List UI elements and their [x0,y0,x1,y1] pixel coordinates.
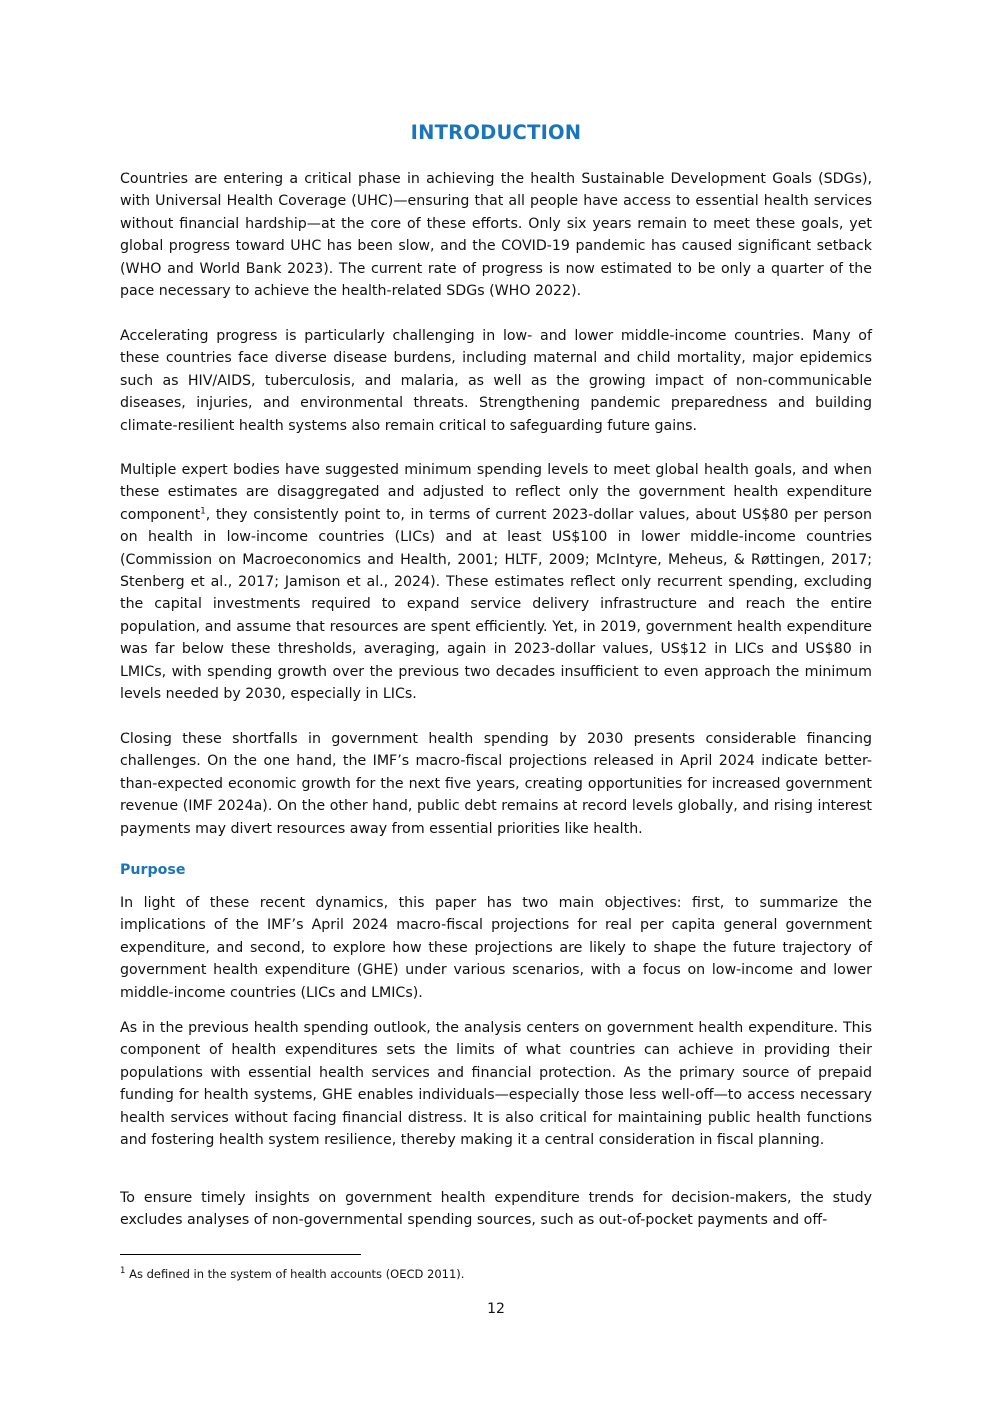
purpose-subheading: Purpose [120,862,186,878]
paragraph-objectives: In light of these recent dynamics, this paper has two main objectives: first, to summarize the implications of the IMF’s April 2024 macro-fiscal projections for real per capita general government expenditure, and second, to explore how these projections are likely to shape the future trajectory of government health expenditure (GHE) under various scenarios, with a focus on low-income and lower middle-income countries (LICs and LMICs). [120,895,872,1001]
footnote-divider [120,1254,361,1255]
paragraph-spending-thresholds [120,459,872,705]
paragraph-financing-challenges: Closing these shortfalls in government health spending by 2030 presents considerable financing challenges. On the one hand, the IMF’s macro-fiscal projections released in April 2024 indicate better-than-expected economic growth for the next five years, creating opportunities for increased government revenue (IMF 2024a). On the other hand, public debt remains at record levels globally, and rising interest payments may divert resources away from essential priorities like health. [120,731,872,837]
footnote-marker: 1 [120,1266,126,1277]
page-number: 12 [487,1301,505,1317]
footnote-text: As defined in the system of health accounts (OECD 2011). [125,1267,465,1281]
footnote-reference[interactable]: 1 [200,506,206,517]
paragraph-low-income-challenges: Accelerating progress is particularly challenging in low- and lower middle-income countries. Many of these countries face diverse disease burdens, including maternal and child mortality, major epidemics such as HIV/AIDS, tuberculosis, and malaria, as well as the growing impact of non-communicable diseases, injuries, and environmental threats. Strengthening pandemic preparedness and building climate-resilient health systems also remain critical to safeguarding future gains. [120,328,872,434]
paragraph-timely-insights: To ensure timely insights on government health expenditure trends for decision-makers, the study excludes analyses of non-governmental spending sources, such as out-of-pocket payments and off- [120,1190,872,1229]
paragraph-text: Multiple expert bodies have suggested minimum spending levels to meet global health goals, and when these estimates are disaggregated and adjusted to reflect only the government health expenditure component [120,462,872,523]
paragraph-text: , they consistently point to, in terms of current 2023-dollar values, about US$80 per person on health in low-income countries (LICs) and at least US$100 in lower middle-income countries (Commission on Macroeconomics and Health, 2001; HLTF, 2009; McIntyre, Meheus, & Røttingen, 2017; Stenberg et al., 2017; Jamison et al., 2024). These estimates reflect only recurrent spending, excluding the capital investments required to expand service delivery infrastructure and reach the entire population, and assume that resources are spent efficiently. Yet, in 2019, government health expenditure was far below these thresholds, averaging, again in 2023-dollar values, US$12 in LICs and US$80 in LMICs, with spending growth over the previous two decades insufficient to even approach the minimum levels needed by 2030, especially in LICs. [120,506,872,703]
footnote [120,1266,464,1282]
section-heading: INTRODUCTION [410,121,582,144]
paragraph-ghe-focus: As in the previous health spending outlook, the analysis centers on government health expenditure. This component of health expenditures sets the limits of what countries can achieve in providing their populations with essential health services and financial protection. As the primary source of prepaid funding for health systems, GHE enables individuals—especially those less well-off—to access necessary health services without facing financial distress. It is also critical for maintaining public health functions and fostering health system resilience, thereby making it a central consideration in fiscal planning. [120,1020,872,1149]
paragraph-uhc-context: Countries are entering a critical phase in achieving the health Sustainable Development Goals (SDGs), with Universal Health Coverage (UHC)—ensuring that all people have access to essential health services without financial hardship—at the core of these efforts. Only six years remain to meet these goals, yet global progress toward UHC has been slow, and the COVID-19 pandemic has caused significant setback (WHO and World Bank 2023). The current rate of progress is now estimated to be only a quarter of the pace necessary to achieve the health-related SDGs (WHO 2022). [120,171,872,300]
